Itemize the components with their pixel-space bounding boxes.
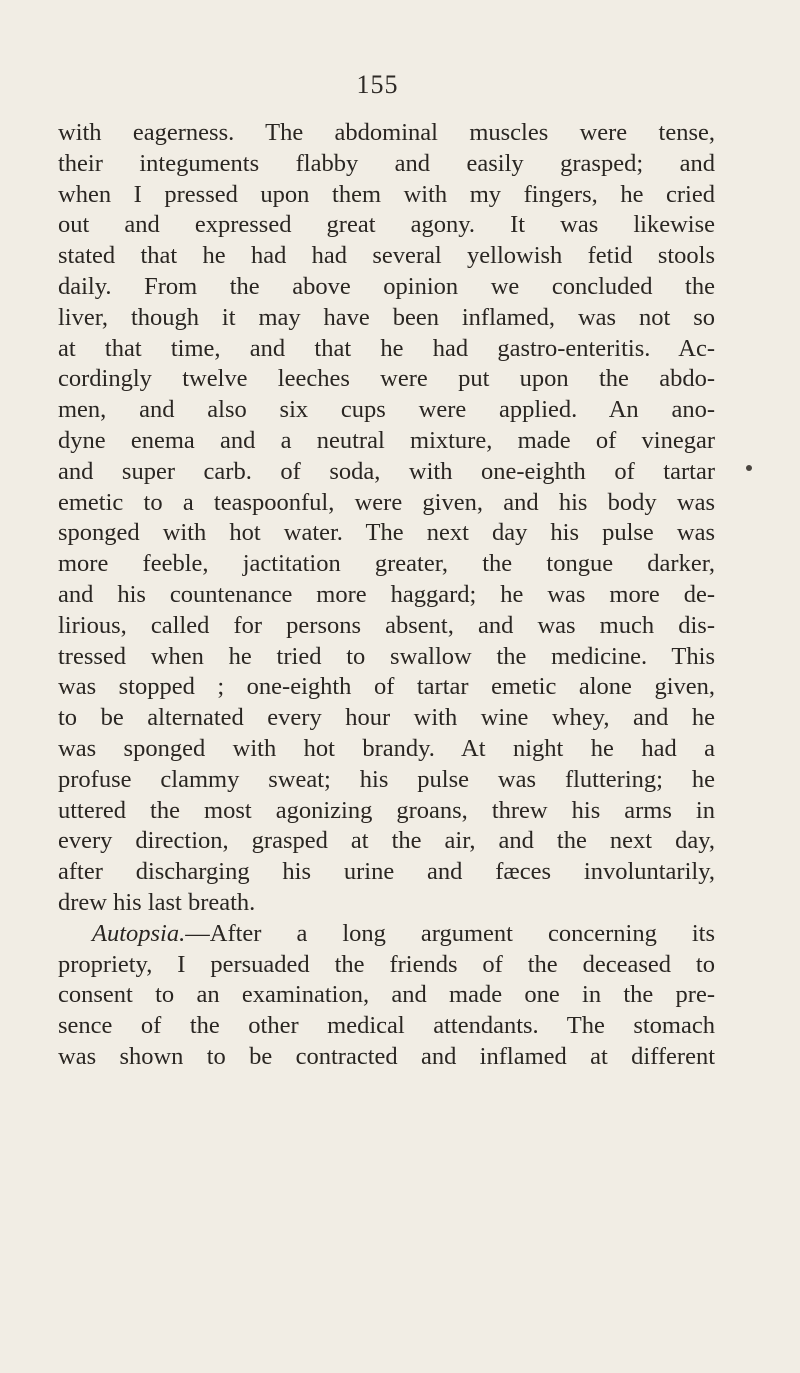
text-line: more feeble, jactitation greater, the tongue darker, [58,550,715,578]
text-line: stated that he had had several yellowish fetid stools [58,242,715,270]
text-line: emetic to a teaspoonful, were given, and his body was [58,488,715,516]
text-line: lirious, called for persons absent, and was much dis- [58,611,715,639]
text-line: consent to an examination, and made one in the pre- [58,981,715,1009]
text-line: uttered the most agonizing groans, threw his arms in [58,796,715,824]
page-number: 155 [356,70,399,99]
text-line: and his countenance more haggard; he was more de- [58,580,715,608]
text-line: to be alternated every hour with wine whey, and he [58,704,715,732]
text-line: was stopped ; one-eighth of tartar emetic alone given, [58,673,715,701]
text-line: after discharging his urine and fæces involuntarily, [58,858,715,886]
body-text [58,118,715,1073]
text-line: drew his last breath. [58,888,256,916]
text-line: propriety, I persuaded the friends of the deceased to [58,950,715,978]
text-line: with eagerness. The abdominal muscles were tense, [58,119,715,146]
text-line: every direction, grasped at the air, and the next day, [58,827,715,855]
text-line: out and expressed great agony. It was likewise [58,211,715,239]
section-first-line [58,919,715,950]
text-line: daily. From the above opinion we concluded the [58,272,715,300]
text-line: at that time, and that he had gastro-enteritis. Ac- [58,334,715,362]
ink-speck [746,465,752,471]
text-line: cordingly twelve leeches were put upon the abdo- [58,365,715,393]
text-line: men, and also six cups were applied. An ano- [58,396,715,424]
text-line: sence of the other medical attendants. The stomach [58,1012,715,1040]
section-heading: Autopsia. [92,919,186,947]
text-line: was shown to be contracted and inflamed at different [58,1042,715,1070]
text-line: and super carb. of soda, with one-eighth of tartar [58,457,715,485]
text-line: profuse clammy sweat; his pulse was fluttering; he [58,765,715,793]
text-fragment: —After a long argument concerning its [185,919,715,947]
text-line: was sponged with hot brandy. At night he had a [58,734,715,762]
text-line: liver, though it may have been inflamed, was not so [58,303,715,331]
text-line: dyne enema and a neutral mixture, made of vinegar [58,426,715,454]
text-line: when I pressed upon them with my fingers, he cried [58,180,715,208]
text-line: tressed when he tried to swallow the medicine. This [58,642,715,670]
text-line: sponged with hot water. The next day his pulse was [58,519,715,547]
text-line: their integuments flabby and easily grasped; and [58,149,715,177]
